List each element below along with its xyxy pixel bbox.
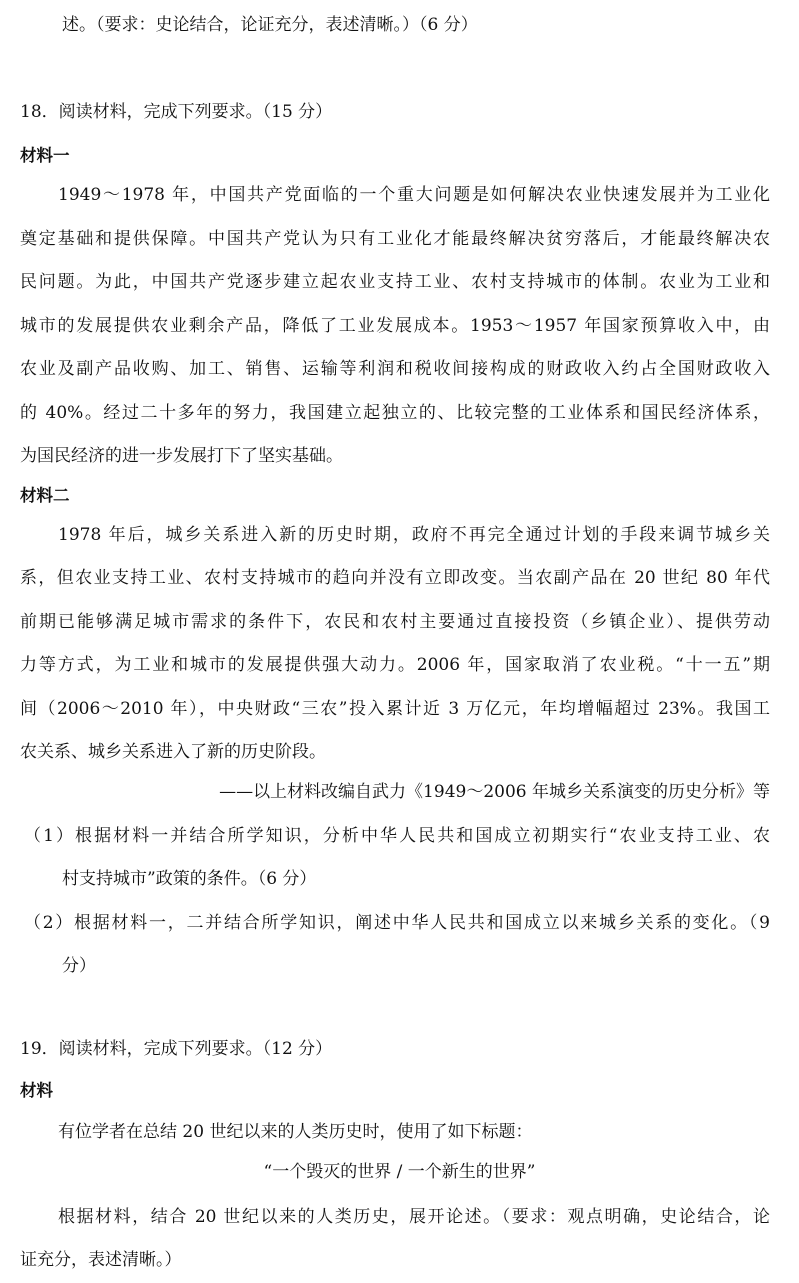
- q18-subquestion-2: （2）根据材料一，二并结合所学知识，阐述中华人民共和国成立以来城乡关系的变化。（9: [24, 913, 770, 933]
- q18-material2-line: 前期已能够满足城市需求的条件下，农民和农村主要通过直接投资（乡镇企业）、提供劳动: [20, 612, 770, 632]
- q18-subquestion-1-cont: 村支持城市”政策的条件。（6 分）: [62, 869, 317, 889]
- q19-material-title: 材料: [20, 1081, 53, 1100]
- q18-material1-line: 1949～1978 年，中国共产党面临的一个重大问题是如何解决农业快速发展并为工业化: [58, 185, 770, 205]
- q18-material1-line: 农业及副产品收购、加工、销售、运输等利润和税收间接构成的财政收入约占全国财政收入: [20, 359, 770, 379]
- q18-material1-line: 城市的发展提供农业剩余产品，降低了工业发展成本。1953～1957 年国家预算收入中，由: [20, 316, 770, 336]
- q18-subquestion-1: （1）根据材料一并结合所学知识，分析中华人民共和国成立初期实行“农业支持工业、农: [24, 826, 770, 846]
- previous-question-tail: 述。（要求：史论结合，论证充分，表述清晰。）（6 分）: [62, 15, 478, 35]
- q19-task: 根据材料，结合 20 世纪以来的人类历史，展开论述。（要求：观点明确，史论结合，论: [58, 1207, 770, 1227]
- q19-header: 19．阅读材料，完成下列要求。（12 分）: [20, 1039, 333, 1059]
- q19-quote: “一个毁灭的世界 / 一个新生的世界”: [263, 1162, 536, 1182]
- q18-material1-line: 的 40%。经过二十多年的努力，我国建立起独立的、比较完整的工业体系和国民经济体系，: [20, 403, 770, 423]
- q19-task-cont: 证充分，表述清晰。）: [20, 1250, 182, 1270]
- q18-material2-title: 材料二: [20, 486, 70, 505]
- q18-header: 18．阅读材料，完成下列要求。（15 分）: [20, 102, 333, 122]
- q18-material1-title: 材料一: [20, 146, 70, 165]
- q18-material1-line: 民问题。为此，中国共产党逐步建立起农业支持工业、农村支持城市的体制。农业为工业和: [20, 272, 770, 292]
- q19-intro: 有位学者在总结 20 世纪以来的人类历史时，使用了如下标题：: [58, 1122, 533, 1142]
- q18-material2-line: 1978 年后，城乡关系进入新的历史时期，政府不再完全通过计划的手段来调节城乡关: [58, 525, 770, 545]
- q18-material2-line: 间（2006～2010 年），中央财政“三农”投入累计近 3 万亿元，年均增幅超过 23%。我国工: [20, 699, 770, 719]
- q18-material2-line: 力等方式，为工业和城市的发展提供强大动力。2006 年，国家取消了农业税。“十一五”期: [20, 655, 770, 675]
- q18-subquestion-2-cont: 分）: [62, 956, 96, 976]
- q18-source-citation: ——以上材料改编自武力《1949～2006 年城乡关系演变的历史分析》等: [219, 782, 770, 802]
- q18-material2-line: 系，但农业支持工业、农村支持城市的趋向并没有立即改变。当农副产品在 20 世纪 80 年代: [20, 568, 770, 588]
- q18-material2-line: 农关系、城乡关系进入了新的历史阶段。: [20, 742, 326, 762]
- q18-material1-line: 奠定基础和提供保障。中国共产党认为只有工业化才能最终解决贫穷落后，才能最终解决农: [20, 229, 770, 249]
- q18-material1-line: 为国民经济的进一步发展打下了坚实基础。: [20, 446, 343, 466]
